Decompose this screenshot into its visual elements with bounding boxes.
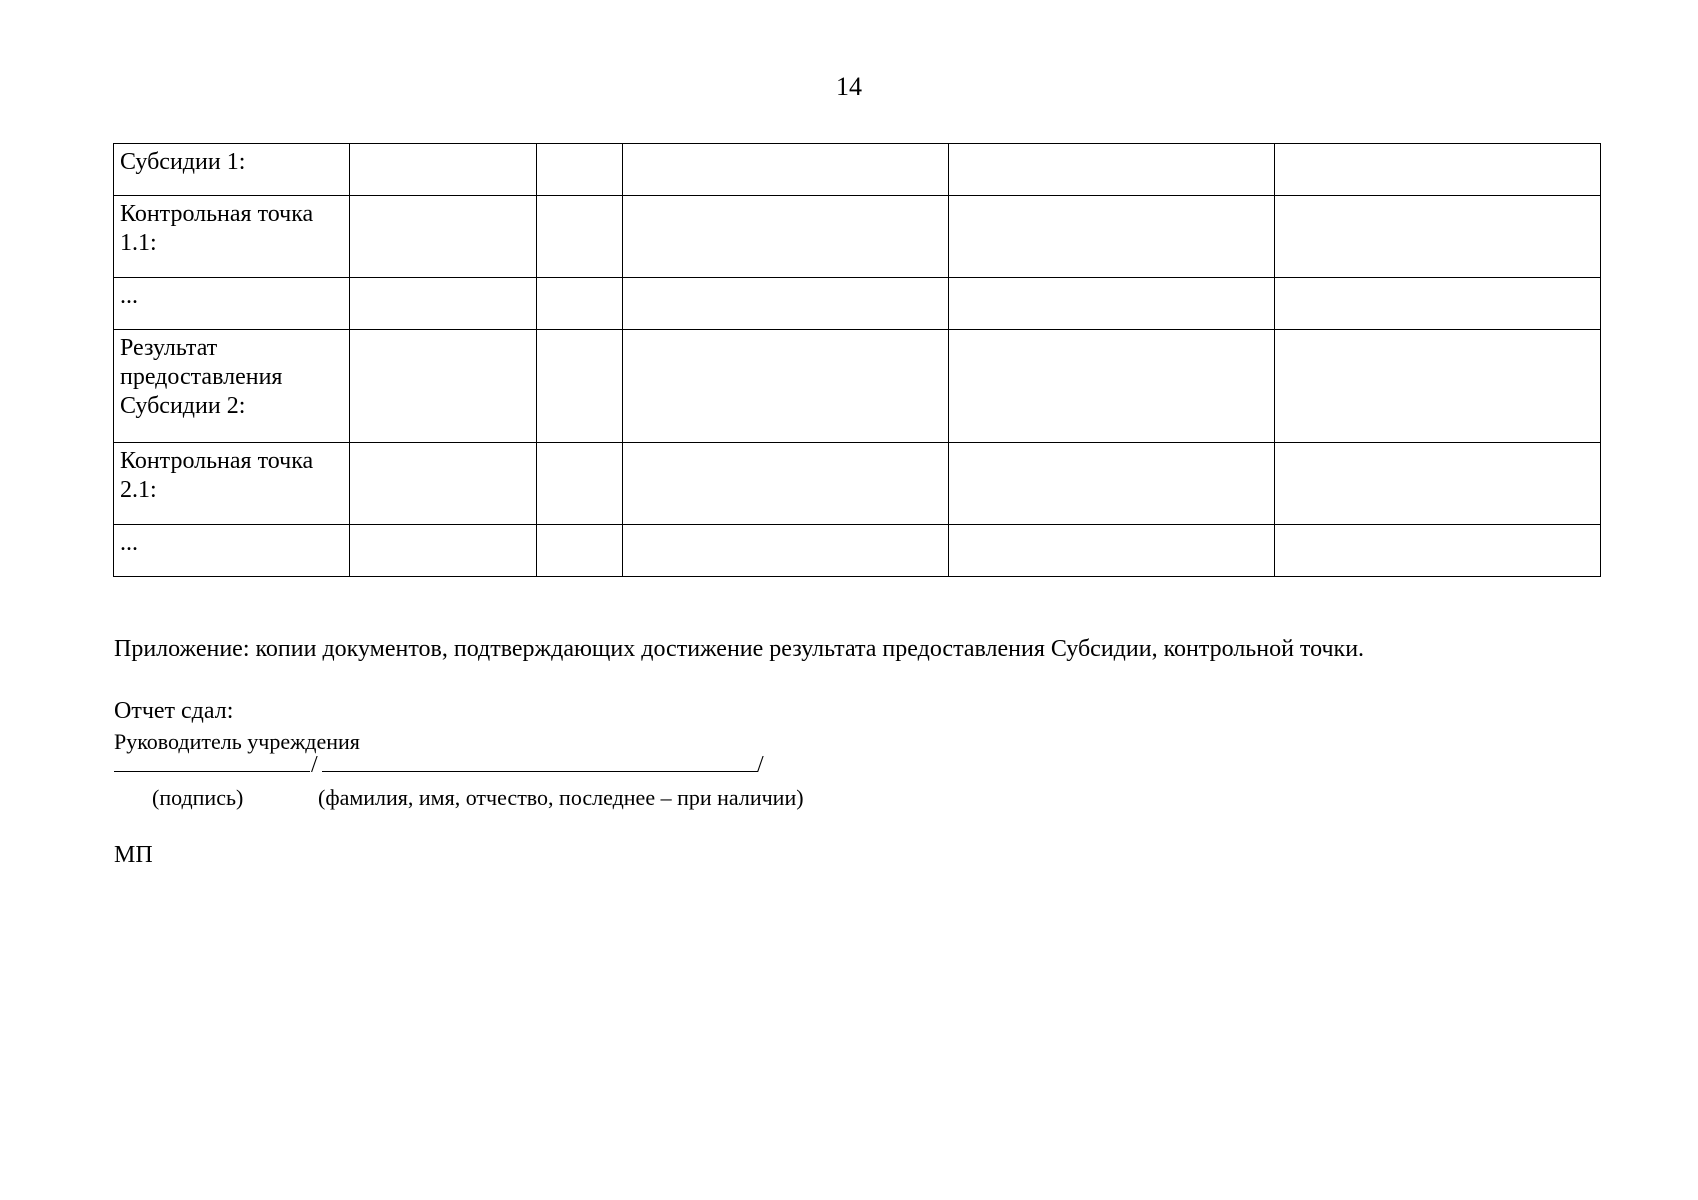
signature-line (114, 771, 310, 772)
report-submitted-label: Отчет сдал: (114, 698, 234, 724)
table-cell (949, 278, 1275, 330)
table-cell (537, 525, 623, 577)
slash-separator: / (757, 752, 764, 778)
table-cell (537, 144, 623, 196)
table-cell (537, 330, 623, 443)
row-label-checkpoint-1-1: Контрольная точка 1.1: (114, 196, 350, 278)
table-cell (350, 144, 537, 196)
table-cell (949, 525, 1275, 577)
table-cell (623, 525, 949, 577)
table-cell (350, 525, 537, 577)
table-cell (623, 144, 949, 196)
full-name-line (322, 771, 758, 772)
table-cell (350, 330, 537, 443)
table-cell (949, 144, 1275, 196)
table-cell (949, 443, 1275, 525)
row-label-checkpoint-2-1: Контрольная точка 2.1: (114, 443, 350, 525)
table-cell (350, 196, 537, 278)
signature-caption: (подпись) (152, 785, 244, 810)
table-cell (949, 196, 1275, 278)
stamp-place-label: МП (114, 842, 153, 868)
table-cell (623, 330, 949, 443)
row-label-subsidy-1: Субсидии 1: (114, 144, 350, 196)
table-cell (1275, 443, 1601, 525)
table-cell (537, 278, 623, 330)
row-label-ellipsis: ... (114, 278, 350, 330)
attachment-note: Приложение: копии документов, подтверждающих достижение результата предоставления Субсидии, контрольной точки. (114, 636, 1365, 662)
table-row (114, 278, 1601, 330)
table-cell (623, 443, 949, 525)
table-row (114, 330, 1601, 443)
table-cell (537, 443, 623, 525)
table-row (114, 196, 1601, 278)
table-cell (623, 196, 949, 278)
row-label-ellipsis: ... (114, 525, 350, 577)
table-cell (1275, 196, 1601, 278)
slash-separator: / (311, 752, 318, 778)
head-of-institution-label: Руководитель учреждения (114, 729, 360, 754)
table-cell (1275, 144, 1601, 196)
table-cell (1275, 278, 1601, 330)
table-cell (949, 330, 1275, 443)
table-row (114, 144, 1601, 196)
table-cell (623, 278, 949, 330)
page-number: 14 (836, 72, 862, 101)
row-label-result-subsidy-2: Результат предоставления Субсидии 2: (114, 330, 350, 443)
table-row (114, 443, 1601, 525)
table-cell (537, 196, 623, 278)
full-name-caption: (фамилия, имя, отчество, последнее – при наличии) (318, 785, 804, 810)
table-cell (1275, 525, 1601, 577)
table-row (114, 525, 1601, 577)
report-table (113, 143, 1601, 577)
table-cell (1275, 330, 1601, 443)
table-cell (350, 443, 537, 525)
table-cell (350, 278, 537, 330)
